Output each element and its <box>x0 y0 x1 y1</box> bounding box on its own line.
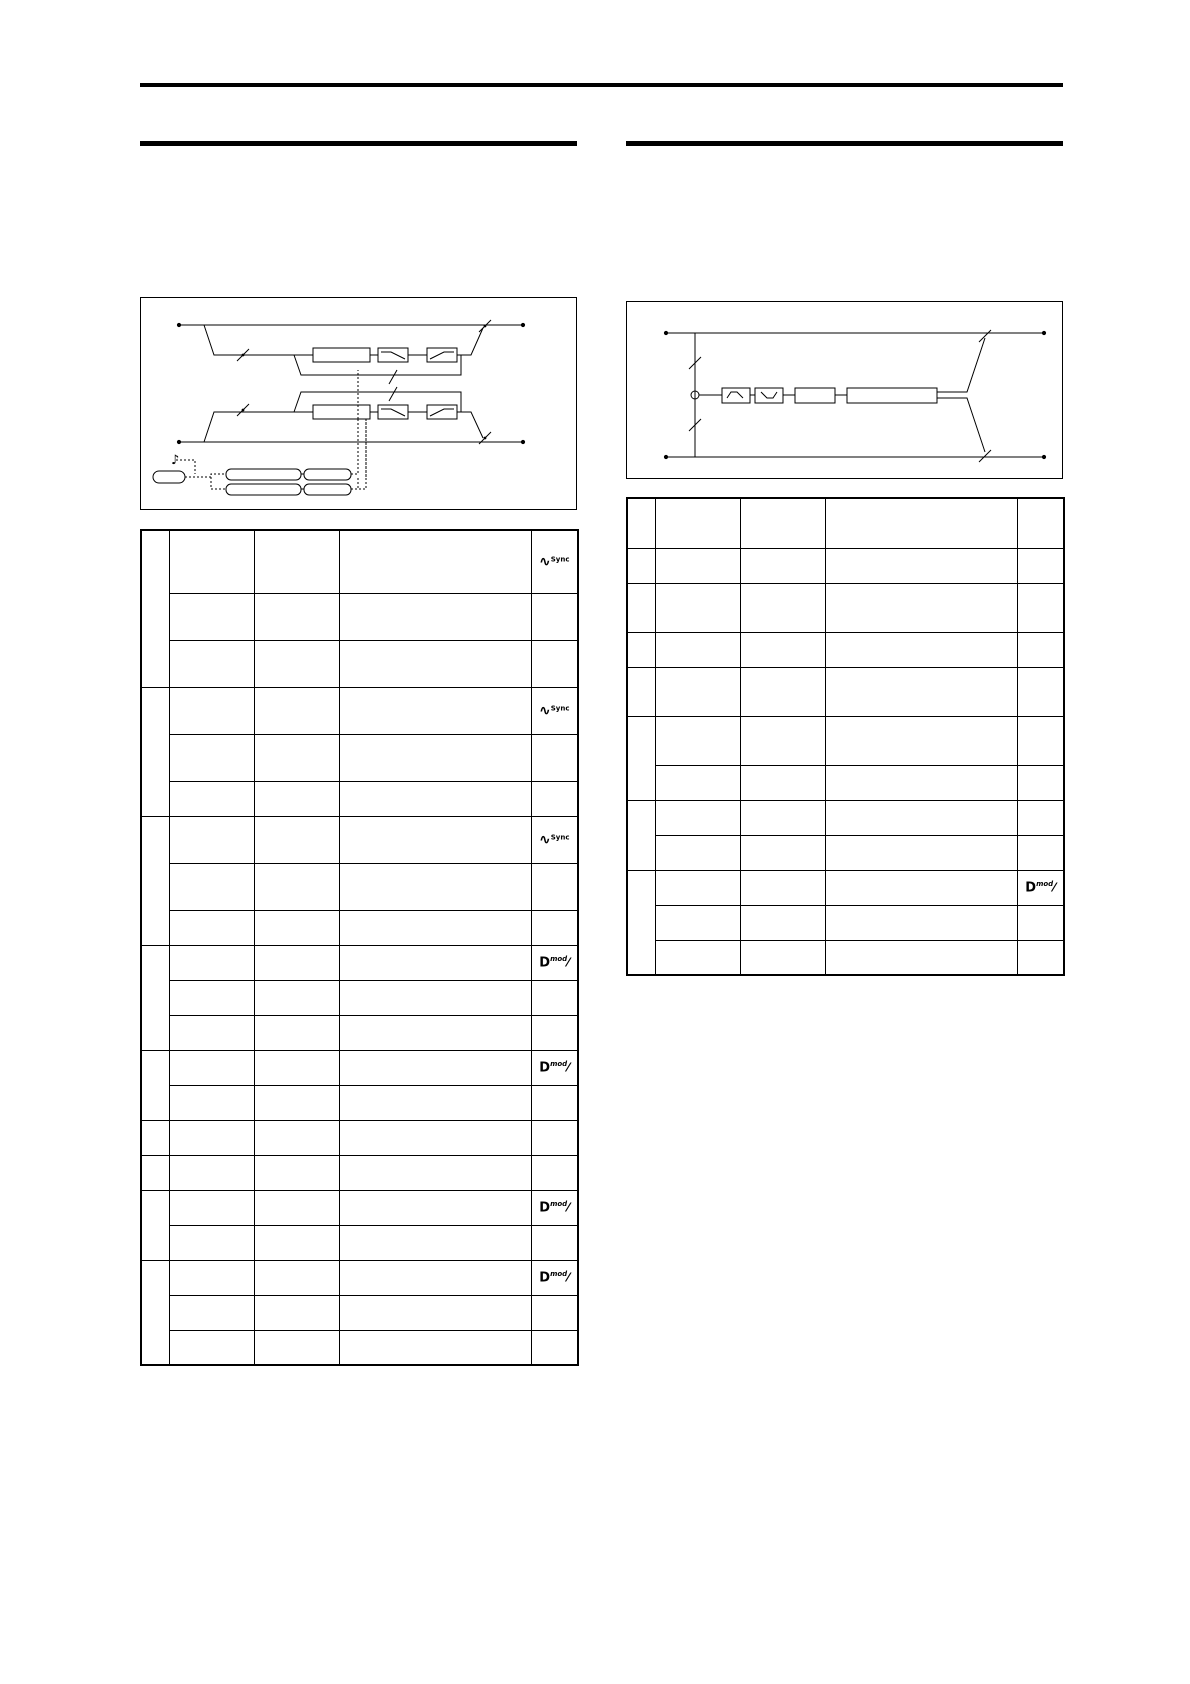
table-cell <box>339 980 531 1015</box>
table-row <box>627 765 1064 800</box>
icon-cell <box>1017 667 1064 716</box>
right-diagram-svg <box>627 302 1064 480</box>
table-cell <box>254 640 339 687</box>
dynamic-modulation-icon: $D^{mod}⁄$ <box>539 1060 570 1076</box>
group-label-cell <box>627 800 655 870</box>
table-row <box>627 716 1064 765</box>
group-label-cell <box>141 1190 169 1260</box>
icon-cell <box>1017 835 1064 870</box>
table-row <box>141 593 578 640</box>
icon-cell <box>1017 905 1064 940</box>
table-cell <box>339 781 531 816</box>
table-cell <box>254 781 339 816</box>
table-cell <box>825 716 1017 765</box>
table-cell <box>339 1015 531 1050</box>
table-row <box>627 632 1064 667</box>
group-label-cell <box>627 716 655 800</box>
table-cell <box>169 816 254 863</box>
table-cell <box>740 870 825 905</box>
icon-cell <box>531 1295 578 1330</box>
table-cell <box>825 870 1017 905</box>
table-cell <box>339 593 531 640</box>
table-row <box>141 980 578 1015</box>
table-row <box>627 870 1064 905</box>
left-section-rule <box>140 141 577 146</box>
table-cell <box>655 765 740 800</box>
table-cell <box>825 800 1017 835</box>
table-cell <box>825 632 1017 667</box>
table-cell <box>254 1085 339 1120</box>
table-cell <box>740 548 825 583</box>
table-cell <box>655 667 740 716</box>
group-label-cell <box>141 530 169 687</box>
icon-cell <box>531 910 578 945</box>
table-cell <box>655 940 740 975</box>
table-cell <box>655 716 740 765</box>
table-cell <box>655 870 740 905</box>
icon-cell <box>531 980 578 1015</box>
table-cell <box>339 1050 531 1085</box>
icon-cell <box>1017 716 1064 765</box>
table-row <box>141 863 578 910</box>
header-cell <box>825 498 1017 548</box>
header-cell <box>740 498 825 548</box>
table-cell <box>169 1120 254 1155</box>
table-cell <box>169 1050 254 1085</box>
table-cell <box>339 530 531 593</box>
table-cell <box>339 910 531 945</box>
table-cell <box>655 905 740 940</box>
left-parameter-table <box>140 529 579 1366</box>
table-cell <box>825 905 1017 940</box>
table-cell <box>655 835 740 870</box>
table-cell <box>339 863 531 910</box>
icon-cell <box>531 1085 578 1120</box>
table-cell <box>740 632 825 667</box>
icon-cell <box>531 1260 578 1295</box>
table-row <box>141 734 578 781</box>
table-cell <box>254 1330 339 1365</box>
group-label-cell <box>141 945 169 1050</box>
table-cell <box>169 640 254 687</box>
table-cell <box>169 1260 254 1295</box>
table-cell <box>254 945 339 980</box>
header-cell <box>627 498 655 548</box>
table-cell <box>339 1260 531 1295</box>
dynamic-modulation-icon: $D^{mod}⁄$ <box>539 1200 570 1216</box>
table-cell <box>740 716 825 765</box>
right-parameter-table <box>626 497 1065 976</box>
left-diagram-svg <box>141 298 578 511</box>
table-cell <box>740 765 825 800</box>
table-row <box>141 530 578 593</box>
icon-cell <box>531 1015 578 1050</box>
table-cell <box>825 940 1017 975</box>
icon-cell <box>531 781 578 816</box>
table-cell <box>254 530 339 593</box>
tempo-sync-icon: ∿$^{Sync}$ <box>539 831 570 848</box>
page-top-rule <box>140 83 1063 87</box>
icon-cell <box>531 1190 578 1225</box>
group-label-cell <box>141 1155 169 1190</box>
icon-cell <box>531 640 578 687</box>
table-cell <box>825 765 1017 800</box>
table-cell <box>169 530 254 593</box>
table-header-row <box>627 498 1064 548</box>
table-cell <box>254 687 339 734</box>
group-label-cell <box>141 816 169 945</box>
icon-cell <box>1017 632 1064 667</box>
table-cell <box>254 1190 339 1225</box>
group-label-cell <box>627 870 655 975</box>
icon-cell <box>531 734 578 781</box>
dynamic-modulation-icon: $D^{mod}⁄$ <box>539 1270 570 1286</box>
table-cell <box>740 583 825 632</box>
dynamic-modulation-icon: $D^{mod}⁄$ <box>539 955 570 971</box>
group-label-cell <box>627 667 655 716</box>
icon-cell <box>531 816 578 863</box>
group-label-cell <box>141 1050 169 1120</box>
table-row <box>627 940 1064 975</box>
table-row <box>627 905 1064 940</box>
icon-cell <box>1017 800 1064 835</box>
icon-cell <box>531 1330 578 1365</box>
table-cell <box>254 734 339 781</box>
icon-cell <box>1017 870 1064 905</box>
table-cell <box>825 583 1017 632</box>
table-cell <box>254 1225 339 1260</box>
table-row <box>141 1085 578 1120</box>
group-label-cell <box>627 548 655 583</box>
table-cell <box>169 910 254 945</box>
table-row <box>141 1050 578 1085</box>
icon-cell <box>531 687 578 734</box>
table-row <box>141 816 578 863</box>
table-cell <box>169 980 254 1015</box>
table-row <box>627 667 1064 716</box>
table-cell <box>169 593 254 640</box>
header-cell <box>655 498 740 548</box>
table-row <box>141 1120 578 1155</box>
icon-cell <box>531 863 578 910</box>
table-cell <box>339 1330 531 1365</box>
table-row <box>627 548 1064 583</box>
table-cell <box>740 940 825 975</box>
table-cell <box>169 734 254 781</box>
table-cell <box>169 781 254 816</box>
table-cell <box>825 835 1017 870</box>
table-cell <box>254 1120 339 1155</box>
table-row <box>141 687 578 734</box>
table-cell <box>339 1155 531 1190</box>
table-row <box>141 1295 578 1330</box>
table-cell <box>169 1295 254 1330</box>
table-cell <box>254 910 339 945</box>
table-cell <box>339 1190 531 1225</box>
icon-cell <box>531 945 578 980</box>
table-row <box>141 1330 578 1365</box>
table-row <box>141 1015 578 1050</box>
table-cell <box>740 800 825 835</box>
table-row <box>627 835 1064 870</box>
icon-cell <box>1017 765 1064 800</box>
icon-cell <box>531 1120 578 1155</box>
right-section-rule <box>626 141 1063 146</box>
table-row <box>141 781 578 816</box>
table-row <box>141 945 578 980</box>
table-cell <box>339 945 531 980</box>
table-cell <box>169 1155 254 1190</box>
table-row <box>141 1225 578 1260</box>
table-cell <box>169 1015 254 1050</box>
table-cell <box>740 667 825 716</box>
table-cell <box>339 640 531 687</box>
table-cell <box>169 945 254 980</box>
icon-cell <box>531 593 578 640</box>
table-cell <box>339 1295 531 1330</box>
table-cell <box>655 632 740 667</box>
left-block-diagram <box>140 297 577 510</box>
table-row <box>141 1260 578 1295</box>
table-row <box>141 910 578 945</box>
dynamic-modulation-icon: $D^{mod}⁄$ <box>1025 880 1056 896</box>
table-cell <box>825 667 1017 716</box>
table-cell <box>655 800 740 835</box>
table-row <box>141 1190 578 1225</box>
table-cell <box>339 1225 531 1260</box>
table-cell <box>169 1190 254 1225</box>
table-cell <box>339 1120 531 1155</box>
table-cell <box>339 1085 531 1120</box>
table-cell <box>339 687 531 734</box>
table-cell <box>169 863 254 910</box>
icon-cell <box>531 1050 578 1085</box>
icon-cell <box>1017 548 1064 583</box>
table-cell <box>169 1330 254 1365</box>
table-cell <box>825 548 1017 583</box>
tempo-sync-icon: ∿$^{Sync}$ <box>539 553 570 570</box>
table-cell <box>169 687 254 734</box>
icon-cell <box>1017 583 1064 632</box>
icon-cell <box>531 1155 578 1190</box>
note-icon: ♪ <box>171 453 180 468</box>
tempo-sync-icon: ∿$^{Sync}$ <box>539 702 570 719</box>
icon-cell <box>531 530 578 593</box>
table-cell <box>254 1050 339 1085</box>
right-block-diagram <box>626 301 1063 479</box>
table-cell <box>254 980 339 1015</box>
table-cell <box>339 734 531 781</box>
group-label-cell <box>141 1260 169 1365</box>
group-label-cell <box>627 632 655 667</box>
header-cell <box>1017 498 1064 548</box>
icon-cell <box>1017 940 1064 975</box>
table-row <box>141 1155 578 1190</box>
group-label-cell <box>141 687 169 816</box>
table-cell <box>740 905 825 940</box>
table-cell <box>254 816 339 863</box>
table-row <box>627 800 1064 835</box>
table-cell <box>655 583 740 632</box>
table-cell <box>254 863 339 910</box>
table-cell <box>655 548 740 583</box>
table-cell <box>254 1155 339 1190</box>
table-cell <box>740 835 825 870</box>
table-cell <box>254 593 339 640</box>
table-row <box>141 640 578 687</box>
table-cell <box>339 816 531 863</box>
group-label-cell <box>627 583 655 632</box>
table-cell <box>254 1260 339 1295</box>
icon-cell <box>531 1225 578 1260</box>
table-cell <box>254 1295 339 1330</box>
table-cell <box>169 1085 254 1120</box>
table-row <box>627 583 1064 632</box>
table-cell <box>254 1015 339 1050</box>
group-label-cell <box>141 1120 169 1155</box>
table-cell <box>169 1225 254 1260</box>
